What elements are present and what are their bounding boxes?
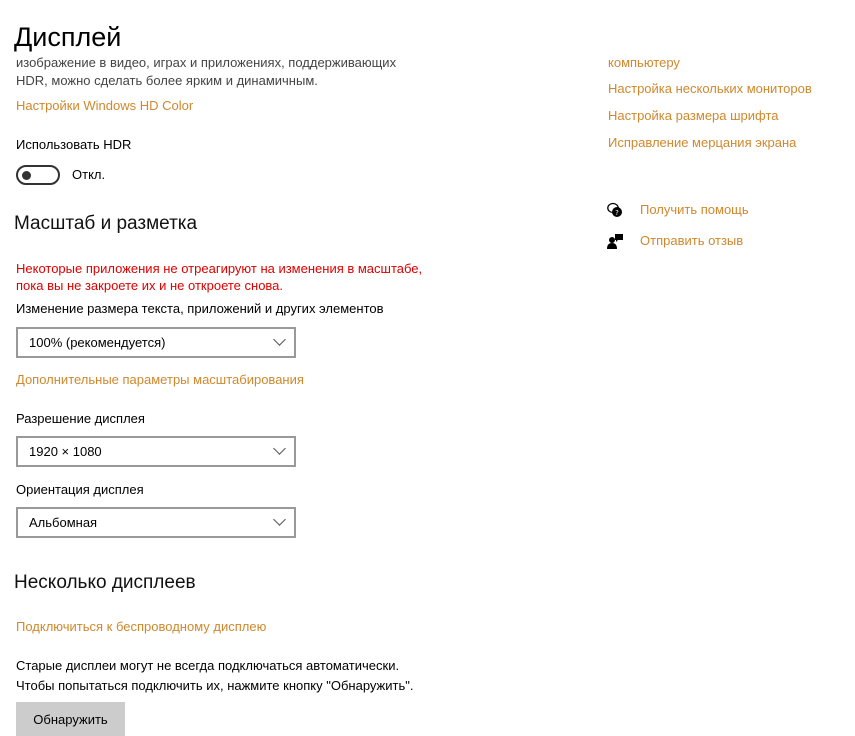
hdr-description-line2: HDR, можно сделать более ярким и динамичным. [16, 73, 318, 88]
header-bar [0, 0, 855, 52]
advanced-scaling-link[interactable]: Дополнительные параметры масштабирования [16, 372, 304, 387]
feedback-person-icon [607, 233, 623, 249]
related-link-font-size[interactable]: Настройка размера шрифта [608, 108, 779, 123]
related-link-flicker-fix[interactable]: Исправление мерцания экрана [608, 135, 797, 150]
chat-help-icon [607, 202, 623, 218]
svg-text:?: ? [615, 209, 619, 217]
chevron-down-icon [273, 513, 286, 526]
orientation-label: Ориентация дисплея [16, 482, 144, 497]
orientation-dropdown[interactable] [16, 507, 296, 538]
scale-value: 100% (рекомендуется) [29, 335, 166, 350]
detect-button[interactable]: Обнаружить [16, 702, 125, 736]
hdr-toggle[interactable] [16, 165, 60, 185]
page-title: Дисплей [14, 22, 122, 52]
scale-heading: Масштаб и разметка [14, 213, 198, 234]
size-label: Изменение размера текста, приложений и других элементов [16, 301, 384, 316]
multi-display-heading: Несколько дисплеев [14, 572, 196, 593]
detect-info-line2: Чтобы попытаться подключить их, нажмите кнопку "Обнаружить". [16, 678, 414, 693]
resolution-dropdown[interactable] [16, 436, 296, 467]
resolution-label: Разрешение дисплея [16, 411, 145, 426]
toggle-knob [22, 171, 31, 180]
hd-color-settings-link[interactable]: Настройки Windows HD Color [16, 98, 194, 113]
hdr-description-line1: изображение в видео, играх и приложениях, поддерживающих [16, 55, 397, 70]
resolution-value: 1920 × 1080 [29, 444, 102, 459]
chevron-down-icon [273, 333, 286, 346]
scale-warning-line2: пока вы не закроете их и не откроете снова. [16, 278, 284, 293]
send-feedback-link[interactable]: Отправить отзыв [640, 233, 744, 248]
detect-info-line1: Старые дисплеи могут не всегда подключаться автоматически. [16, 658, 400, 673]
related-link-multiple-monitors[interactable]: Настройка нескольких мониторов [608, 81, 812, 96]
chevron-down-icon [273, 442, 286, 455]
related-link-computer[interactable]: компьютеру [608, 55, 680, 70]
wireless-display-link[interactable]: Подключиться к беспроводному дисплею [16, 619, 267, 634]
use-hdr-label: Использовать HDR [16, 137, 132, 152]
scale-dropdown[interactable] [16, 327, 296, 358]
hdr-toggle-state: Откл. [72, 167, 106, 182]
scale-warning-line1: Некоторые приложения не отреагируют на изменения в масштабе, [16, 261, 423, 276]
orientation-value: Альбомная [29, 515, 98, 530]
get-help-link[interactable]: Получить помощь [640, 202, 749, 217]
